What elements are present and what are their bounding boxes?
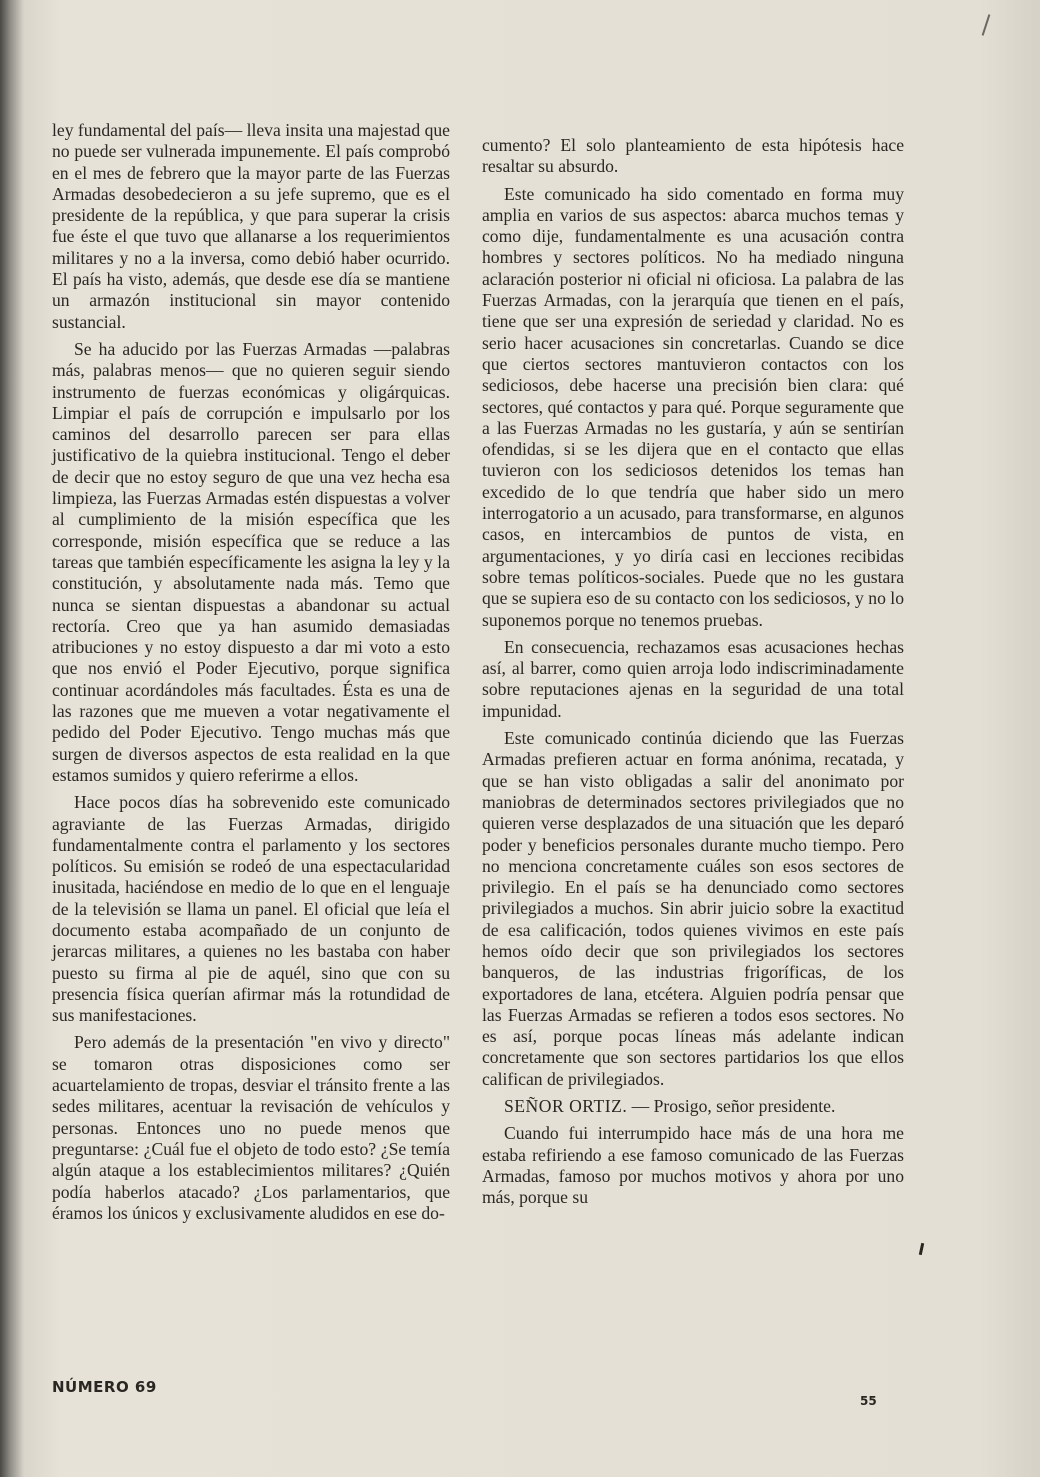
speaker-name: SEÑOR ORTIZ. bbox=[504, 1096, 628, 1117]
page-number: 55 bbox=[860, 1394, 877, 1408]
left-column bbox=[52, 120, 450, 1224]
paragraph: Hace pocos días ha sobrevenido este comunicado agraviante de las Fuerzas Armadas, dirigido fundamentalmente contra el parlamento y los sectores políticos. Su emisión se rodeó de una espectacularidad inusitada, haciéndose en medio de lo que en el lenguaje de la televisión se llama un panel. El oficial que leía el documento estaba acompañado de un conjunto de jerarcas militares, a quienes no les bastaba con haber puesto su firma al pie de aquél, sino que con su presencia física querían afirmar más la rotundidad de sus manifestaciones. bbox=[52, 792, 450, 1026]
paragraph: cumento? El solo planteamiento de esta hipótesis hace resaltar su absurdo. bbox=[482, 135, 904, 177]
paragraph: ley fundamental del país— lleva insita una majestad que no puede ser vulnerada impunemente. El país comprobó en el mes de febrero que la mayor parte de las Fuerzas Armadas desobedecieron a su jefe supremo, que es el presidente de la república, y que para superar la crisis fue éste el que tuvo que allanarse a los requerimientos militares y no a la inversa, como debió haber ocurrido. El país ha visto, además, que desde ese día se mantiene un armazón institucional sin mayor contenido sustancial. bbox=[52, 120, 450, 332]
paragraph: Pero además de la presentación "en vivo y directo" se tomaron otras disposiciones como ser acuartelamiento de tropas, desviar el tránsito frente a las sedes militares, acentuar la revisación de vehículos y personas. Entonces uno no puede menos que preguntarse: ¿Cuál fue el objeto de todo esto? ¿Se temía algún ataque a los establecimientos militares? ¿Quién podía haberlos atacado? ¿Los parlamentarios, que éramos los únicos y exclusivamente aludidos en ese do- bbox=[52, 1032, 450, 1223]
paragraph: Este comunicado continúa diciendo que las Fuerzas Armadas prefieren actuar en forma anónima, recatada, y que se han visto obligadas a salir del anonimato por maniobras de determinados sectores privilegiados que no quieren verse desplazados de una situación que les deparó poder y beneficios personales durante mucho tiempo. Pero no menciona concretamente cuáles son esos sectores de privilegio. En el país se ha denunciado como sectores privilegiados a muchos. Sin abrir juicio sobre la exactitud de esa calificación, todos quienes vivimos en este país hemos oído decir que son privilegiados los sectores banqueros, de las industrias frigoríficas, de los exportadores de lana, etcétera. Alguien podría pensar que las Fuerzas Armadas se refieren a todos esos sectores. No es así, porque pocas líneas más adelante indican concretamente que son sectores partidarios los que ellos califican de privilegiados. bbox=[482, 728, 904, 1089]
issue-label: NÚMERO 69 bbox=[52, 1378, 157, 1396]
speaker-paragraph bbox=[482, 1096, 904, 1117]
paragraph: Se ha aducido por las Fuerzas Armadas —palabras más, palabras menos— que no quieren seguir siendo instrumento de fuerzas económicas y oligárquicas. Limpiar el país de corrupción e impulsarlo por los caminos del desarrollo parecen ser para ellas justificativo de la quiebra institucional. Tengo el deber de decir que no estoy seguro de que una vez hecha esa limpieza, las Fuerzas Armadas estén dispuestas a volver al cumplimiento de la misión específica que les corresponde, misión específica que se reduce a las tareas que también específicamente les asigna la ley y la constitución, y absolutamente nada más. Temo que nunca se sientan dispuestas a abandonar su actual rectoría. Creo que ya han asumido demasiadas atribuciones y no estoy dispuesto a dar mi voto a esto que nos envió el Poder Ejecutivo, porque significa continuar acordándoles más facultades. Ésta es una de las razones que me mueven a votar negativamente el pedido del Poder Ejecutivo. Tengo muchas más que surgen de diversos aspectos de esta realidad en la que estamos sumidos y quiero referirme a ellos. bbox=[52, 338, 450, 785]
paragraph: Este comunicado ha sido comentado en forma muy amplia en varios de sus aspectos: abarca muchos temas y como dije, fundamentalmente es una acusación contra hombres y sectores políticos. No ha mediado ninguna aclaración posterior ni oficial ni oficiosa. La palabra de las Fuerzas Armadas, con la jerarquía que tienen en el país, tiene que ser una expresión de seriedad y claridad. No es serio hacer acusaciones sin concretarlas. Cuando se dice que ciertos sectores mantuvieron contactos con los sediciosos, debe hacerse una precisión bien clara: qué sectores, qué contactos y para qué. Porque seguramente que a las Fuerzas Armadas no les gustaría, y aún se sentirían ofendidas, si se les dijera que en el contacto que ellas tuvieron con los sediciosos detenidos los temas han excedido de lo que tendría que haber sido un mero interrogatorio a un acusado, para transformarse, en algunos casos, en intercambios de puntos de vista, en argumentaciones, y yo diría casi en lecciones recibidas sobre temas políticos-sociales. Puede que no les gustara que se supiera eso de su contacto con los sediciosos, y no lo suponemos porque no tenemos pruebas. bbox=[482, 183, 904, 630]
paragraph: En consecuencia, rechazamos esas acusaciones hechas así, al barrer, como quien arroja lodo indiscriminadamente sobre reputaciones ajenas en la seguridad de una total impunidad. bbox=[482, 636, 904, 721]
speaker-text: — Prosigo, señor presidente. bbox=[627, 1096, 836, 1117]
margin-mark bbox=[919, 1243, 924, 1255]
edge-pencil-mark bbox=[982, 14, 991, 36]
right-column bbox=[482, 135, 904, 1209]
paragraph: Cuando fui interrumpido hace más de una hora me estaba refiriendo a ese famoso comunicado de las Fuerzas Armadas, famoso por muchos motivos y ahora por uno más, porque su bbox=[482, 1123, 904, 1208]
